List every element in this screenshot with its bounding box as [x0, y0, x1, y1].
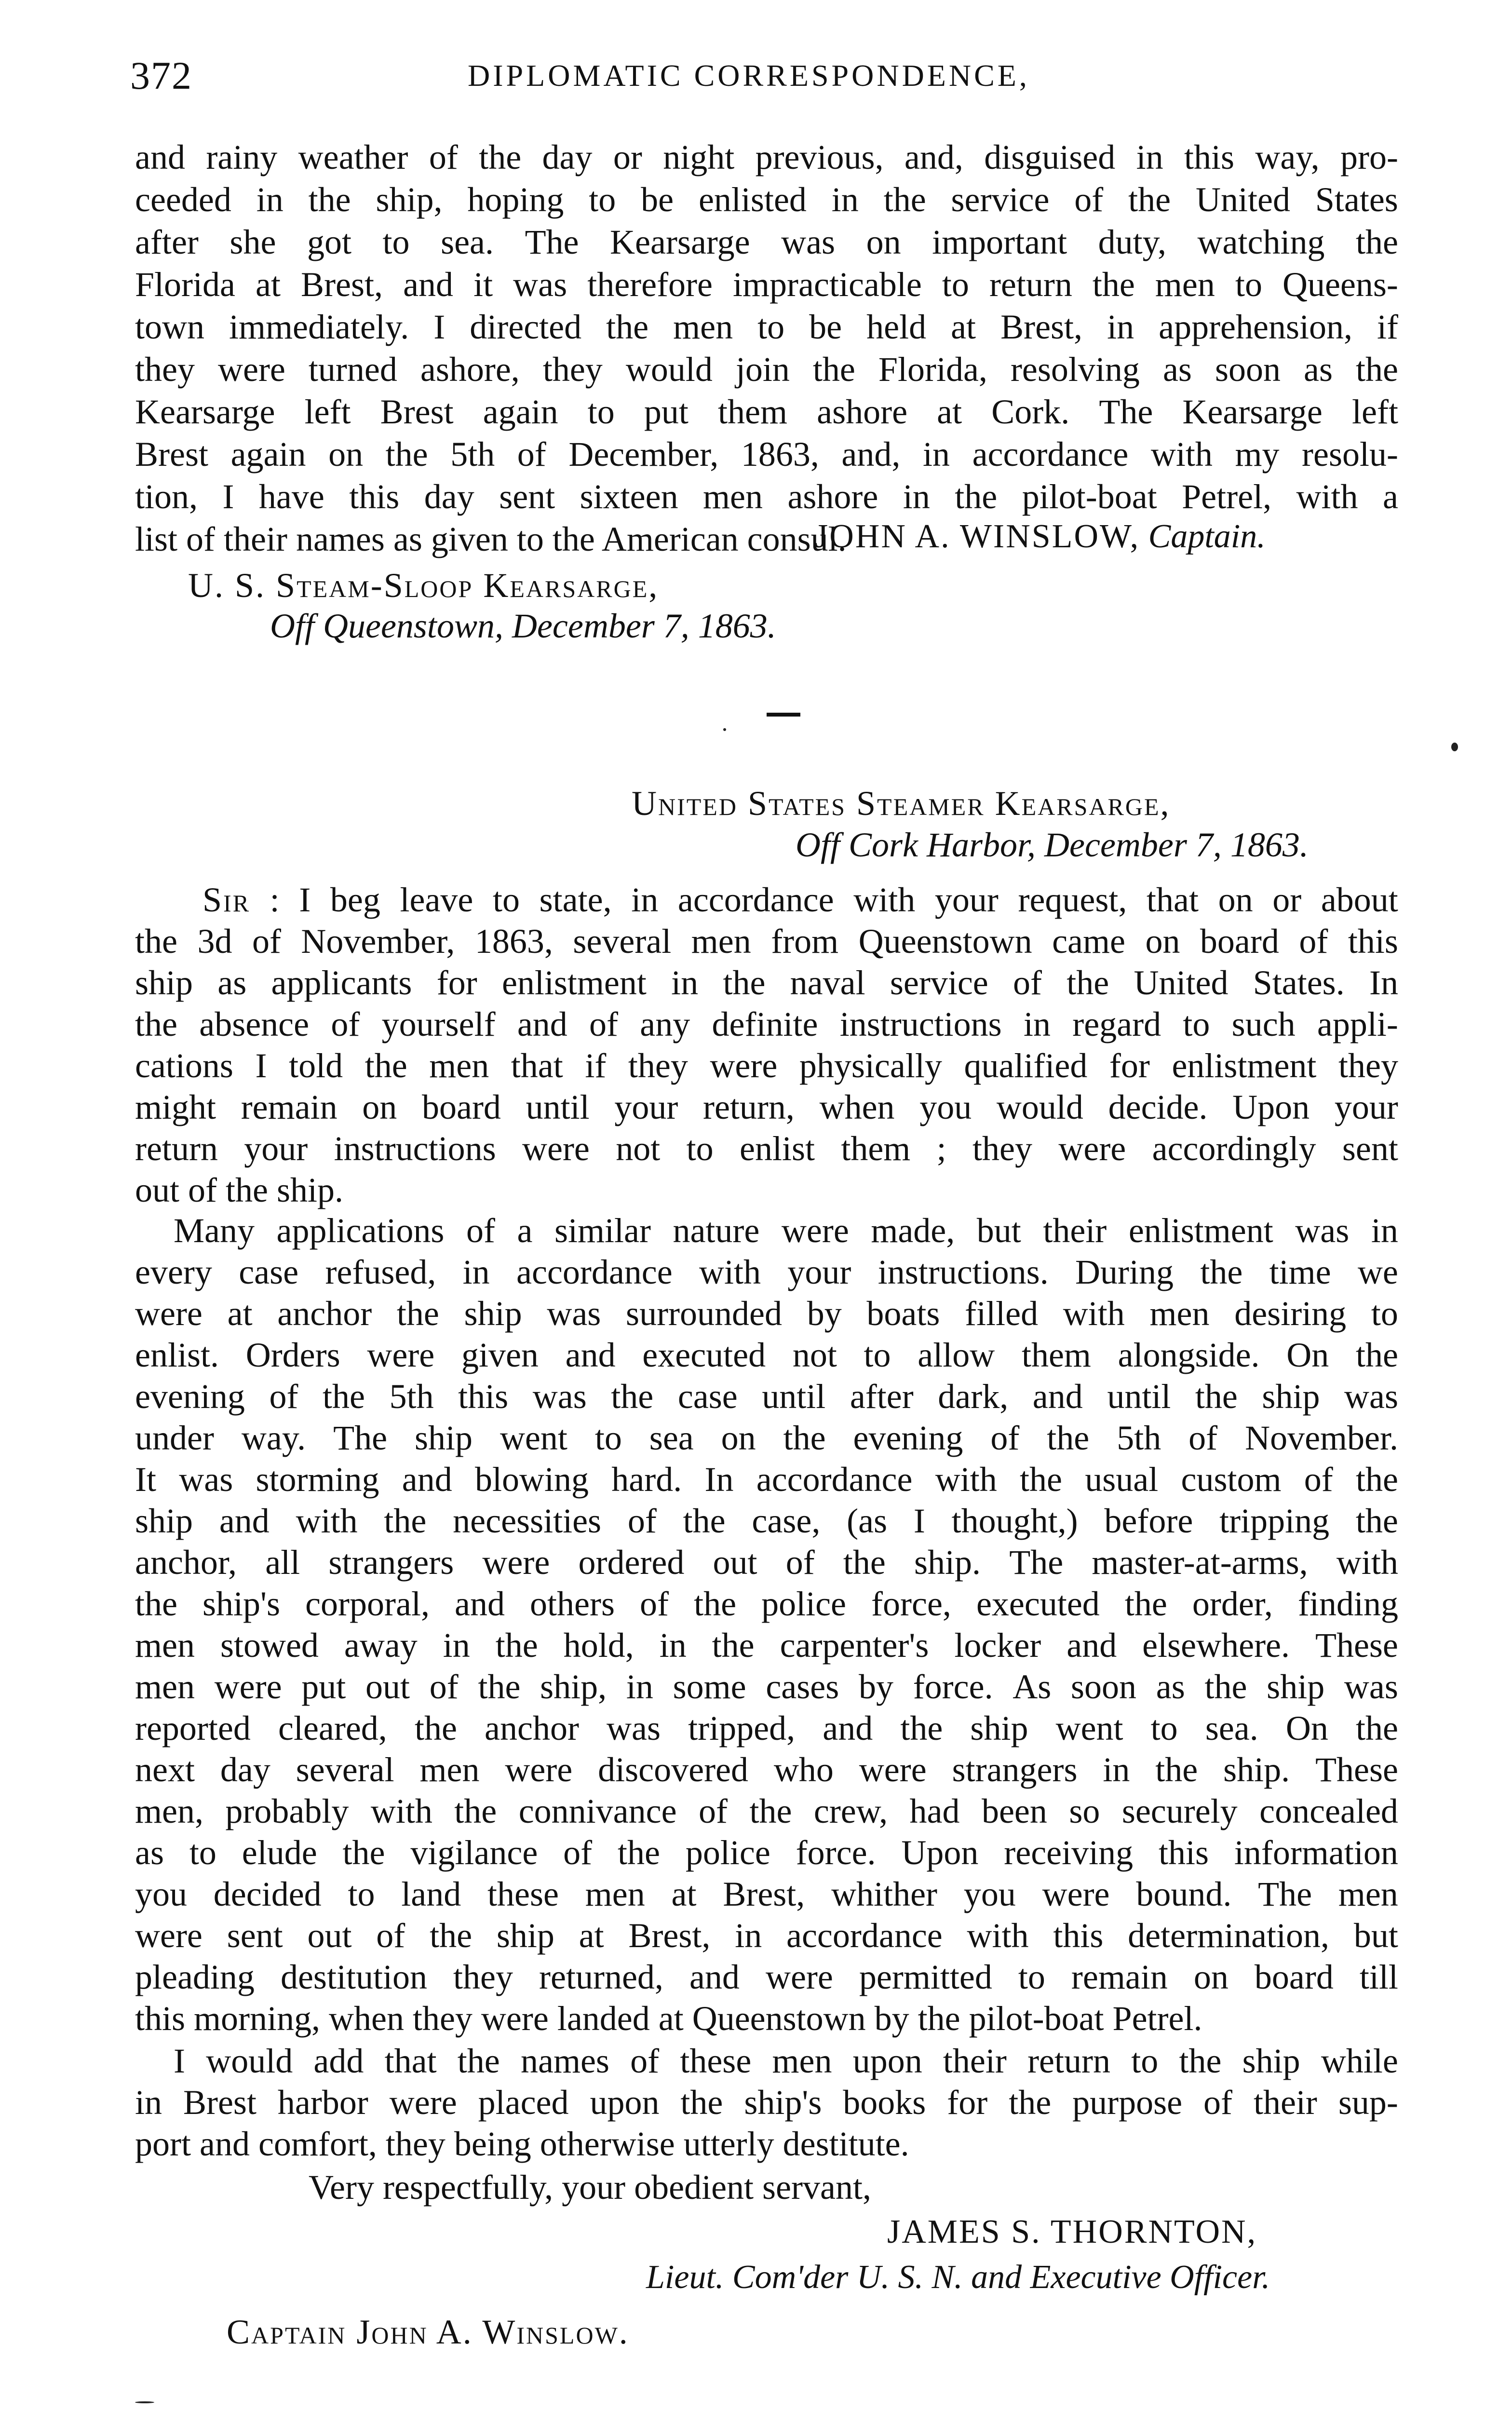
text-line: I would add that the names of these men upon their return to the ship while — [174, 2042, 1398, 2080]
text-line: were at anchor the ship was surrounded by boats filled with men desiring to — [135, 1294, 1398, 1333]
text-line: Sir : I beg leave to state, in accordance with your request, that on or about — [202, 880, 1398, 919]
text-line: enlist. Orders were given and executed not to allow them alongside. On the — [135, 1336, 1398, 1374]
addressee: Captain John A. Winslow. — [227, 2313, 629, 2351]
scan-speck — [135, 2401, 154, 2403]
text-line: men were put out of the ship, in some cases by force. As soon as the ship was — [135, 1667, 1398, 1706]
text-line: Many applications of a similar nature were made, but their enlistment was in — [174, 1211, 1398, 1250]
signature-thornton: JAMES S. THORNTON, — [887, 2213, 1257, 2250]
text-line: pleading destitution they returned, and were permitted to remain on board till — [135, 1958, 1398, 1996]
text-line: you decided to land these men at Brest, whither you were bound. The men — [135, 1875, 1398, 1913]
letter-heading: United States Steamer Kearsarge, — [632, 784, 1171, 823]
scan-speck — [1451, 743, 1458, 751]
signature-name: JOHN A. WINSLOW, — [815, 518, 1140, 555]
text-line: after she got to sea. The Kearsarge was on important duty, watching the — [135, 223, 1398, 261]
text-line: they were turned ashore, they would join the Florida, resolving as soon as the — [135, 350, 1398, 389]
text-line: were sent out of the ship at Brest, in accordance with this determination, but — [135, 1916, 1398, 1955]
text-line: in Brest harbor were placed upon the ship's books for the purpose of their sup- — [135, 2083, 1398, 2122]
text-line: Brest again on the 5th of December, 1863, and, in accordance with my resolu- — [135, 435, 1398, 474]
signature-thornton-title: Lieut. Com'der U. S. N. and Executive Officer. — [646, 2259, 1270, 2296]
text-line: ceeded in the ship, hoping to be enlisted in the service of the United States — [135, 180, 1398, 219]
text-line: ship as applicants for enlistment in the naval service of the United States. In — [135, 963, 1398, 1002]
text-line: every case refused, in accordance with your instructions. During the time we — [135, 1253, 1398, 1291]
text-line: reported cleared, the anchor was tripped, and the ship went to sea. On the — [135, 1709, 1398, 1747]
text-line: the absence of yourself and of any definite instructions in regard to such appli- — [135, 1005, 1398, 1043]
text-line: out of the ship. — [135, 1171, 343, 1209]
text-line: the 3d of November, 1863, several men from Queenstown came on board of this — [135, 922, 1398, 961]
text-line: return your instructions were not to enlist them ; they were accordingly sent — [135, 1129, 1398, 1168]
date-line: Off Queenstown, December 7, 1863. — [270, 607, 776, 645]
letter-heading-date: Off Cork Harbor, December 7, 1863. — [796, 826, 1309, 864]
text-line: It was storming and blowing hard. In accordance with the usual custom of the — [135, 1460, 1398, 1499]
text-line: port and comfort, they being otherwise utterly destitute. — [135, 2125, 909, 2163]
text-line: next day several men were discovered who were strangers in the ship. These — [135, 1750, 1398, 1789]
page-header — [130, 53, 1432, 111]
text-line: list of their names as given to the American consul. — [135, 520, 847, 558]
text-line: cations I told the men that if they were physically qualified for enlistment they — [135, 1046, 1398, 1085]
text-line: anchor, all strangers were ordered out of the ship. The master-at-arms, with — [135, 1543, 1398, 1582]
text-line: might remain on board until your return, when you would decide. Upon your — [135, 1088, 1398, 1126]
text-line: ship and with the necessities of the case, (as I thought,) before tripping the — [135, 1502, 1398, 1540]
text-line: this morning, when they were landed at Queenstown by the pilot-boat Petrel. — [135, 1999, 1202, 2038]
text-line: men stowed away in the hold, in the carpenter's locker and elsewhere. These — [135, 1626, 1398, 1665]
text-line: town immediately. I directed the men to be held at Brest, in apprehension, if — [135, 308, 1398, 346]
text-line: as to elude the vigilance of the police force. Upon receiving this information — [135, 1833, 1398, 1872]
text-line: under way. The ship went to sea on the evening of the 5th of November. — [135, 1419, 1398, 1457]
page-number: 372 — [130, 54, 192, 97]
signature-title: Captain. — [1148, 518, 1266, 555]
text-line: tion, I have this day sent sixteen men ashore in the pilot-boat Petrel, with a — [135, 477, 1398, 516]
text-line: Kearsarge left Brest again to put them ashore at Cork. The Kearsarge left — [135, 393, 1398, 431]
section-divider — [767, 713, 800, 717]
signature-winslow — [815, 520, 1266, 554]
text-line: evening of the 5th this was the case until after dark, and until the ship was — [135, 1377, 1398, 1416]
running-head: DIPLOMATIC CORRESPONDENCE, — [468, 58, 1030, 93]
text-line: the ship's corporal, and others of the police force, executed the order, finding — [135, 1585, 1398, 1623]
closing-line: Very respectfully, your obedient servant, — [309, 2168, 871, 2207]
place-line: U. S. Steam-Sloop Kearsarge, — [188, 566, 659, 605]
text-line: men, probably with the connivance of the crew, had been so securely concealed — [135, 1792, 1398, 1830]
text-line: Florida at Brest, and it was therefore impracticable to return the men to Queens- — [135, 265, 1398, 304]
text-line: and rainy weather of the day or night previous, and, disguised in this way, pro- — [135, 138, 1398, 176]
scan-speck — [723, 728, 726, 731]
salutation: Sir — [202, 880, 251, 919]
